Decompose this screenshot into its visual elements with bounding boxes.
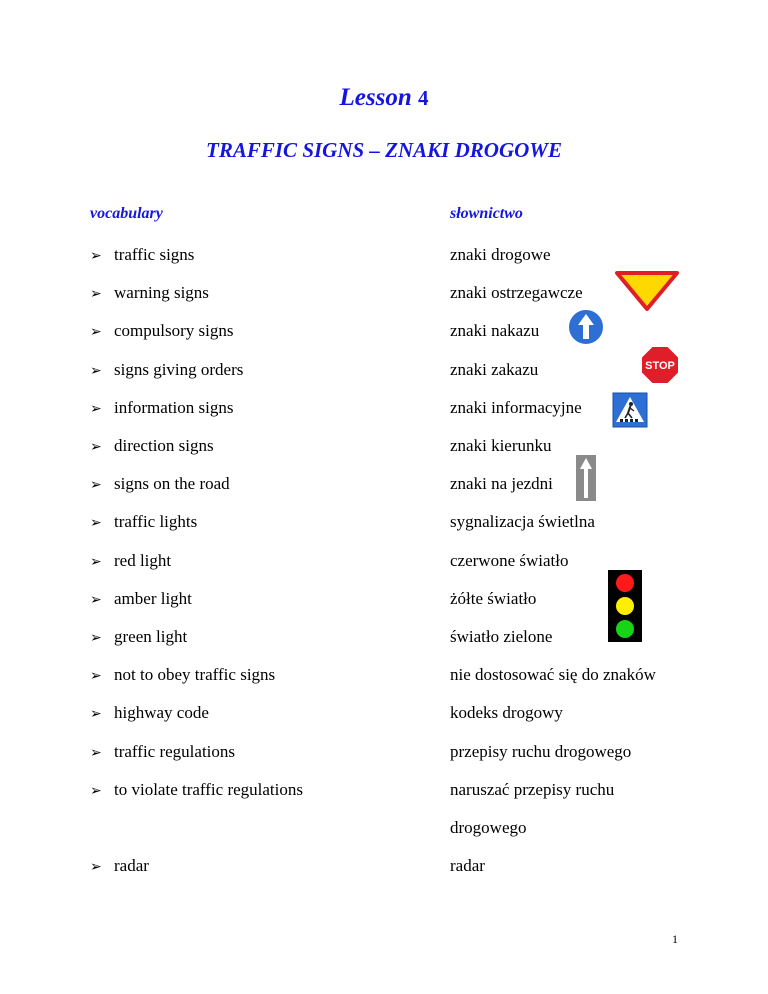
english-term-text: not to obey traffic signs bbox=[114, 665, 276, 684]
vocabulary-row bbox=[0, 627, 768, 651]
english-term bbox=[90, 283, 209, 303]
stop-sign-text: STOP bbox=[645, 360, 675, 372]
english-term-text: to violate traffic regulations bbox=[114, 780, 303, 799]
bullet-arrow-icon: ➢ bbox=[90, 478, 102, 493]
page-number: 1 bbox=[672, 932, 678, 946]
bullet-arrow-icon: ➢ bbox=[90, 860, 102, 875]
bullet-arrow-icon: ➢ bbox=[90, 784, 102, 799]
english-term bbox=[90, 398, 233, 418]
vocabulary-row bbox=[0, 551, 768, 575]
vocabulary-row bbox=[0, 818, 768, 842]
slownictwo-header: słownictwo bbox=[450, 205, 523, 222]
english-term-text: signs on the road bbox=[114, 474, 230, 493]
english-term bbox=[90, 703, 209, 723]
english-term bbox=[90, 321, 233, 341]
english-term bbox=[90, 627, 187, 647]
bullet-arrow-icon: ➢ bbox=[90, 440, 102, 455]
english-term-text: traffic lights bbox=[114, 512, 198, 531]
vocabulary-row bbox=[0, 703, 768, 727]
english-term bbox=[90, 856, 149, 876]
lesson-word: Lesson bbox=[339, 84, 412, 111]
bullet-arrow-icon: ➢ bbox=[90, 364, 102, 379]
english-term-text: direction signs bbox=[114, 436, 214, 455]
vocabulary-row bbox=[0, 589, 768, 613]
bullet-arrow-icon: ➢ bbox=[90, 555, 102, 570]
vocabulary-row bbox=[0, 742, 768, 766]
bullet-arrow-icon: ➢ bbox=[90, 707, 102, 722]
vocabulary-row bbox=[0, 321, 768, 345]
english-term-text: traffic signs bbox=[114, 245, 195, 264]
english-term-text: signs giving orders bbox=[114, 360, 244, 379]
english-term bbox=[90, 551, 171, 571]
polish-term: radar bbox=[450, 856, 485, 875]
subtitle: TRAFFIC SIGNS – ZNAKI DROGOWE bbox=[206, 138, 562, 162]
english-term-text: highway code bbox=[114, 703, 209, 722]
bullet-arrow-icon: ➢ bbox=[90, 287, 102, 302]
bullet-arrow-icon: ➢ bbox=[90, 325, 102, 340]
english-term bbox=[90, 436, 214, 456]
english-term-text: amber light bbox=[114, 589, 192, 608]
vocabulary-row bbox=[0, 512, 768, 536]
ahead-only-sign-icon bbox=[566, 307, 606, 347]
english-term-text: radar bbox=[114, 856, 149, 875]
polish-term: drogowego bbox=[450, 818, 527, 837]
polish-term: przepisy ruchu drogowego bbox=[450, 742, 632, 761]
english-term-text: information signs bbox=[114, 398, 234, 417]
english-term bbox=[90, 245, 194, 265]
vocabulary-row bbox=[0, 436, 768, 460]
polish-term: znaki drogowe bbox=[450, 245, 551, 264]
polish-term: znaki nakazu bbox=[450, 321, 540, 340]
polish-term: znaki na jezdni bbox=[450, 474, 553, 493]
polish-term: czerwone światło bbox=[450, 551, 569, 570]
polish-term: naruszać przepisy ruchu bbox=[450, 780, 615, 799]
bullet-arrow-icon: ➢ bbox=[90, 402, 102, 417]
polish-term: znaki zakazu bbox=[450, 360, 539, 379]
vocabulary-row bbox=[0, 474, 768, 498]
lesson-title bbox=[0, 84, 768, 112]
english-term-text: traffic regulations bbox=[114, 742, 236, 761]
bullet-arrow-icon: ➢ bbox=[90, 249, 102, 264]
polish-term: światło zielone bbox=[450, 627, 553, 646]
english-term-text: warning signs bbox=[114, 283, 209, 302]
pedestrian-crossing-sign-icon bbox=[612, 392, 648, 428]
vocabulary-row bbox=[0, 398, 768, 422]
lesson-number: 4 bbox=[417, 86, 429, 110]
stop-sign-icon bbox=[640, 345, 680, 385]
english-term bbox=[90, 742, 235, 762]
english-term-text: compulsory signs bbox=[114, 321, 234, 340]
polish-term: znaki ostrzegawcze bbox=[450, 283, 583, 302]
vocabulary-row bbox=[0, 780, 768, 804]
vocabulary-row bbox=[0, 245, 768, 269]
vocabulary-row bbox=[0, 665, 768, 689]
road-arrow-marking-icon bbox=[576, 455, 596, 501]
yield-sign-icon bbox=[614, 270, 680, 312]
polish-term: znaki informacyjne bbox=[450, 398, 582, 417]
english-term bbox=[90, 665, 275, 685]
vocabulary-header: vocabulary bbox=[90, 205, 163, 222]
polish-term: sygnalizacja świetlna bbox=[450, 512, 595, 531]
english-term bbox=[90, 512, 197, 532]
english-term bbox=[90, 780, 303, 800]
bullet-arrow-icon: ➢ bbox=[90, 631, 102, 646]
traffic-light-icon bbox=[608, 570, 642, 642]
english-term bbox=[90, 360, 243, 380]
bullet-arrow-icon: ➢ bbox=[90, 746, 102, 761]
bullet-arrow-icon: ➢ bbox=[90, 669, 102, 684]
english-term bbox=[90, 589, 192, 609]
polish-term: nie dostosować się do znaków bbox=[450, 665, 656, 684]
polish-term: znaki kierunku bbox=[450, 436, 552, 455]
bullet-arrow-icon: ➢ bbox=[90, 516, 102, 531]
polish-term: żółte światło bbox=[450, 589, 537, 608]
vocabulary-row bbox=[0, 856, 768, 880]
english-term-text: red light bbox=[114, 551, 172, 570]
polish-term: kodeks drogowy bbox=[450, 703, 563, 722]
bullet-arrow-icon: ➢ bbox=[90, 593, 102, 608]
english-term bbox=[90, 474, 230, 494]
english-term-text: green light bbox=[114, 627, 188, 646]
